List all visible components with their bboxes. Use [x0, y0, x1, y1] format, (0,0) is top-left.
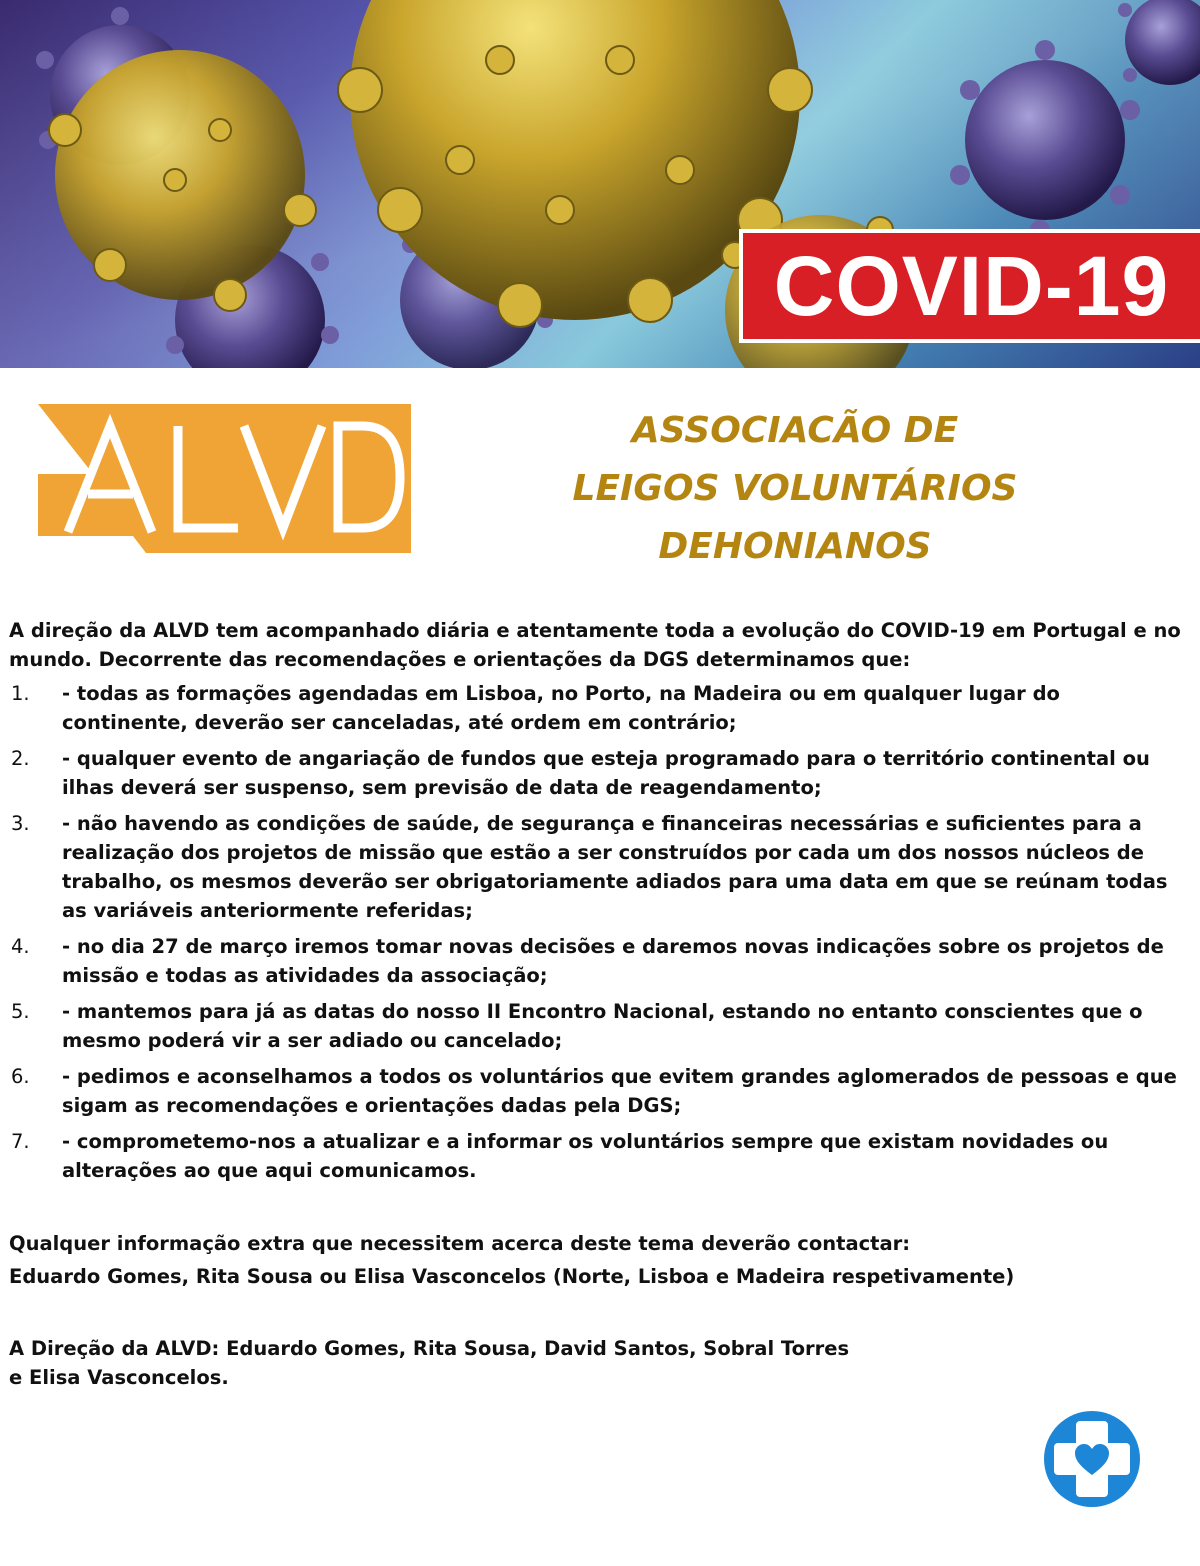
title-line-3: DEHONIANOS [658, 526, 932, 567]
list-item-number: 6. [11, 1065, 30, 1088]
determinations-list [9, 679, 1184, 1185]
list-item-text: - no dia 27 de março iremos tomar novas decisões e daremos novas indicações sobre os projetos de missão e todas as atividades da associação; [62, 935, 1164, 987]
covid-banner [0, 0, 1200, 368]
list-item-text: - mantemos para já as datas do nosso II Encontro Nacional, estando no entanto conscientes que o mesmo poderá vir a ser adiado ou cancelado; [62, 1000, 1143, 1052]
alvd-logo [38, 404, 411, 553]
small-virus-far-right [1118, 0, 1200, 85]
list-item [9, 932, 1184, 990]
list-item [9, 679, 1184, 737]
contact-instruction: Qualquer informação extra que necessitem acerca deste tema deverão contactar: [9, 1232, 911, 1255]
title-line-1: ASSOCIACÃO DE [631, 410, 959, 451]
list-item-text: - comprometemo-nos a atualizar e a informar os voluntários sempre que existam novidades ou alterações ao que aqui comunicamos. [62, 1130, 1109, 1182]
intro-paragraph: A direção da ALVD tem acompanhado diária e atentamente toda a evolução do COVID-19 em Portugal e no mundo. Decorrente das recomendações e orientações da DGS determinamos que: [9, 619, 1181, 671]
list-item [9, 744, 1184, 802]
signature-line-1: A Direção da ALVD: Eduardo Gomes, Rita Sousa, David Santos, Sobral Torres [9, 1337, 850, 1360]
covid-19-badge-text: COVID-19 [773, 239, 1170, 333]
list-item-text: - qualquer evento de angariação de fundos que esteja programado para o território continental ou ilhas deverá ser suspenso, sem previsão de data de reagendamento; [62, 747, 1150, 799]
list-item [9, 997, 1184, 1055]
title-line-2: LEIGOS VOLUNTÁRIOS [572, 468, 1018, 509]
list-item-number: 1. [11, 682, 30, 705]
list-item [9, 809, 1184, 925]
list-item [9, 1127, 1184, 1185]
list-item-number: 4. [11, 935, 30, 958]
list-item-text: - pedimos e aconselhamos a todos os voluntários que evitem grandes aglomerados de pessoas e que sigam as recomendações e orientações dadas pela DGS; [62, 1065, 1177, 1117]
covid-19-badge [739, 229, 1200, 343]
list-item [9, 1062, 1184, 1120]
contact-section [9, 1229, 1184, 1291]
list-item-number: 2. [11, 747, 30, 770]
list-item-number: 3. [11, 812, 30, 835]
contact-names: Eduardo Gomes, Rita Sousa ou Elisa Vasconcelos (Norte, Lisboa e Madeira respetivamente) [9, 1265, 1015, 1288]
signature-section [9, 1334, 869, 1392]
announcement-body [9, 616, 1184, 1392]
care-cross-heart-icon [1044, 1411, 1140, 1507]
list-item-text: - não havendo as condições de saúde, de segurança e financeiras necessárias e suficientes para a realização dos projetos de missão que estão a ser construídos por cada um dos nossos núcleos de trabalho, os mesmos deverão ser obrigatoriamente adiados para uma data em que se reúnam todas as variáveis anteriormente referidas; [62, 812, 1168, 922]
list-item-number: 5. [11, 1000, 30, 1023]
list-item-text: - todas as formações agendadas em Lisboa, no Porto, na Madeira ou em qualquer lugar do continente, deverão ser canceladas, até ordem em contrário; [62, 682, 1060, 734]
list-item-number: 7. [11, 1130, 30, 1153]
signature-line-2: e Elisa Vasconcelos. [9, 1366, 229, 1389]
alvd-logo-mark [38, 404, 411, 553]
association-title [500, 402, 1090, 576]
